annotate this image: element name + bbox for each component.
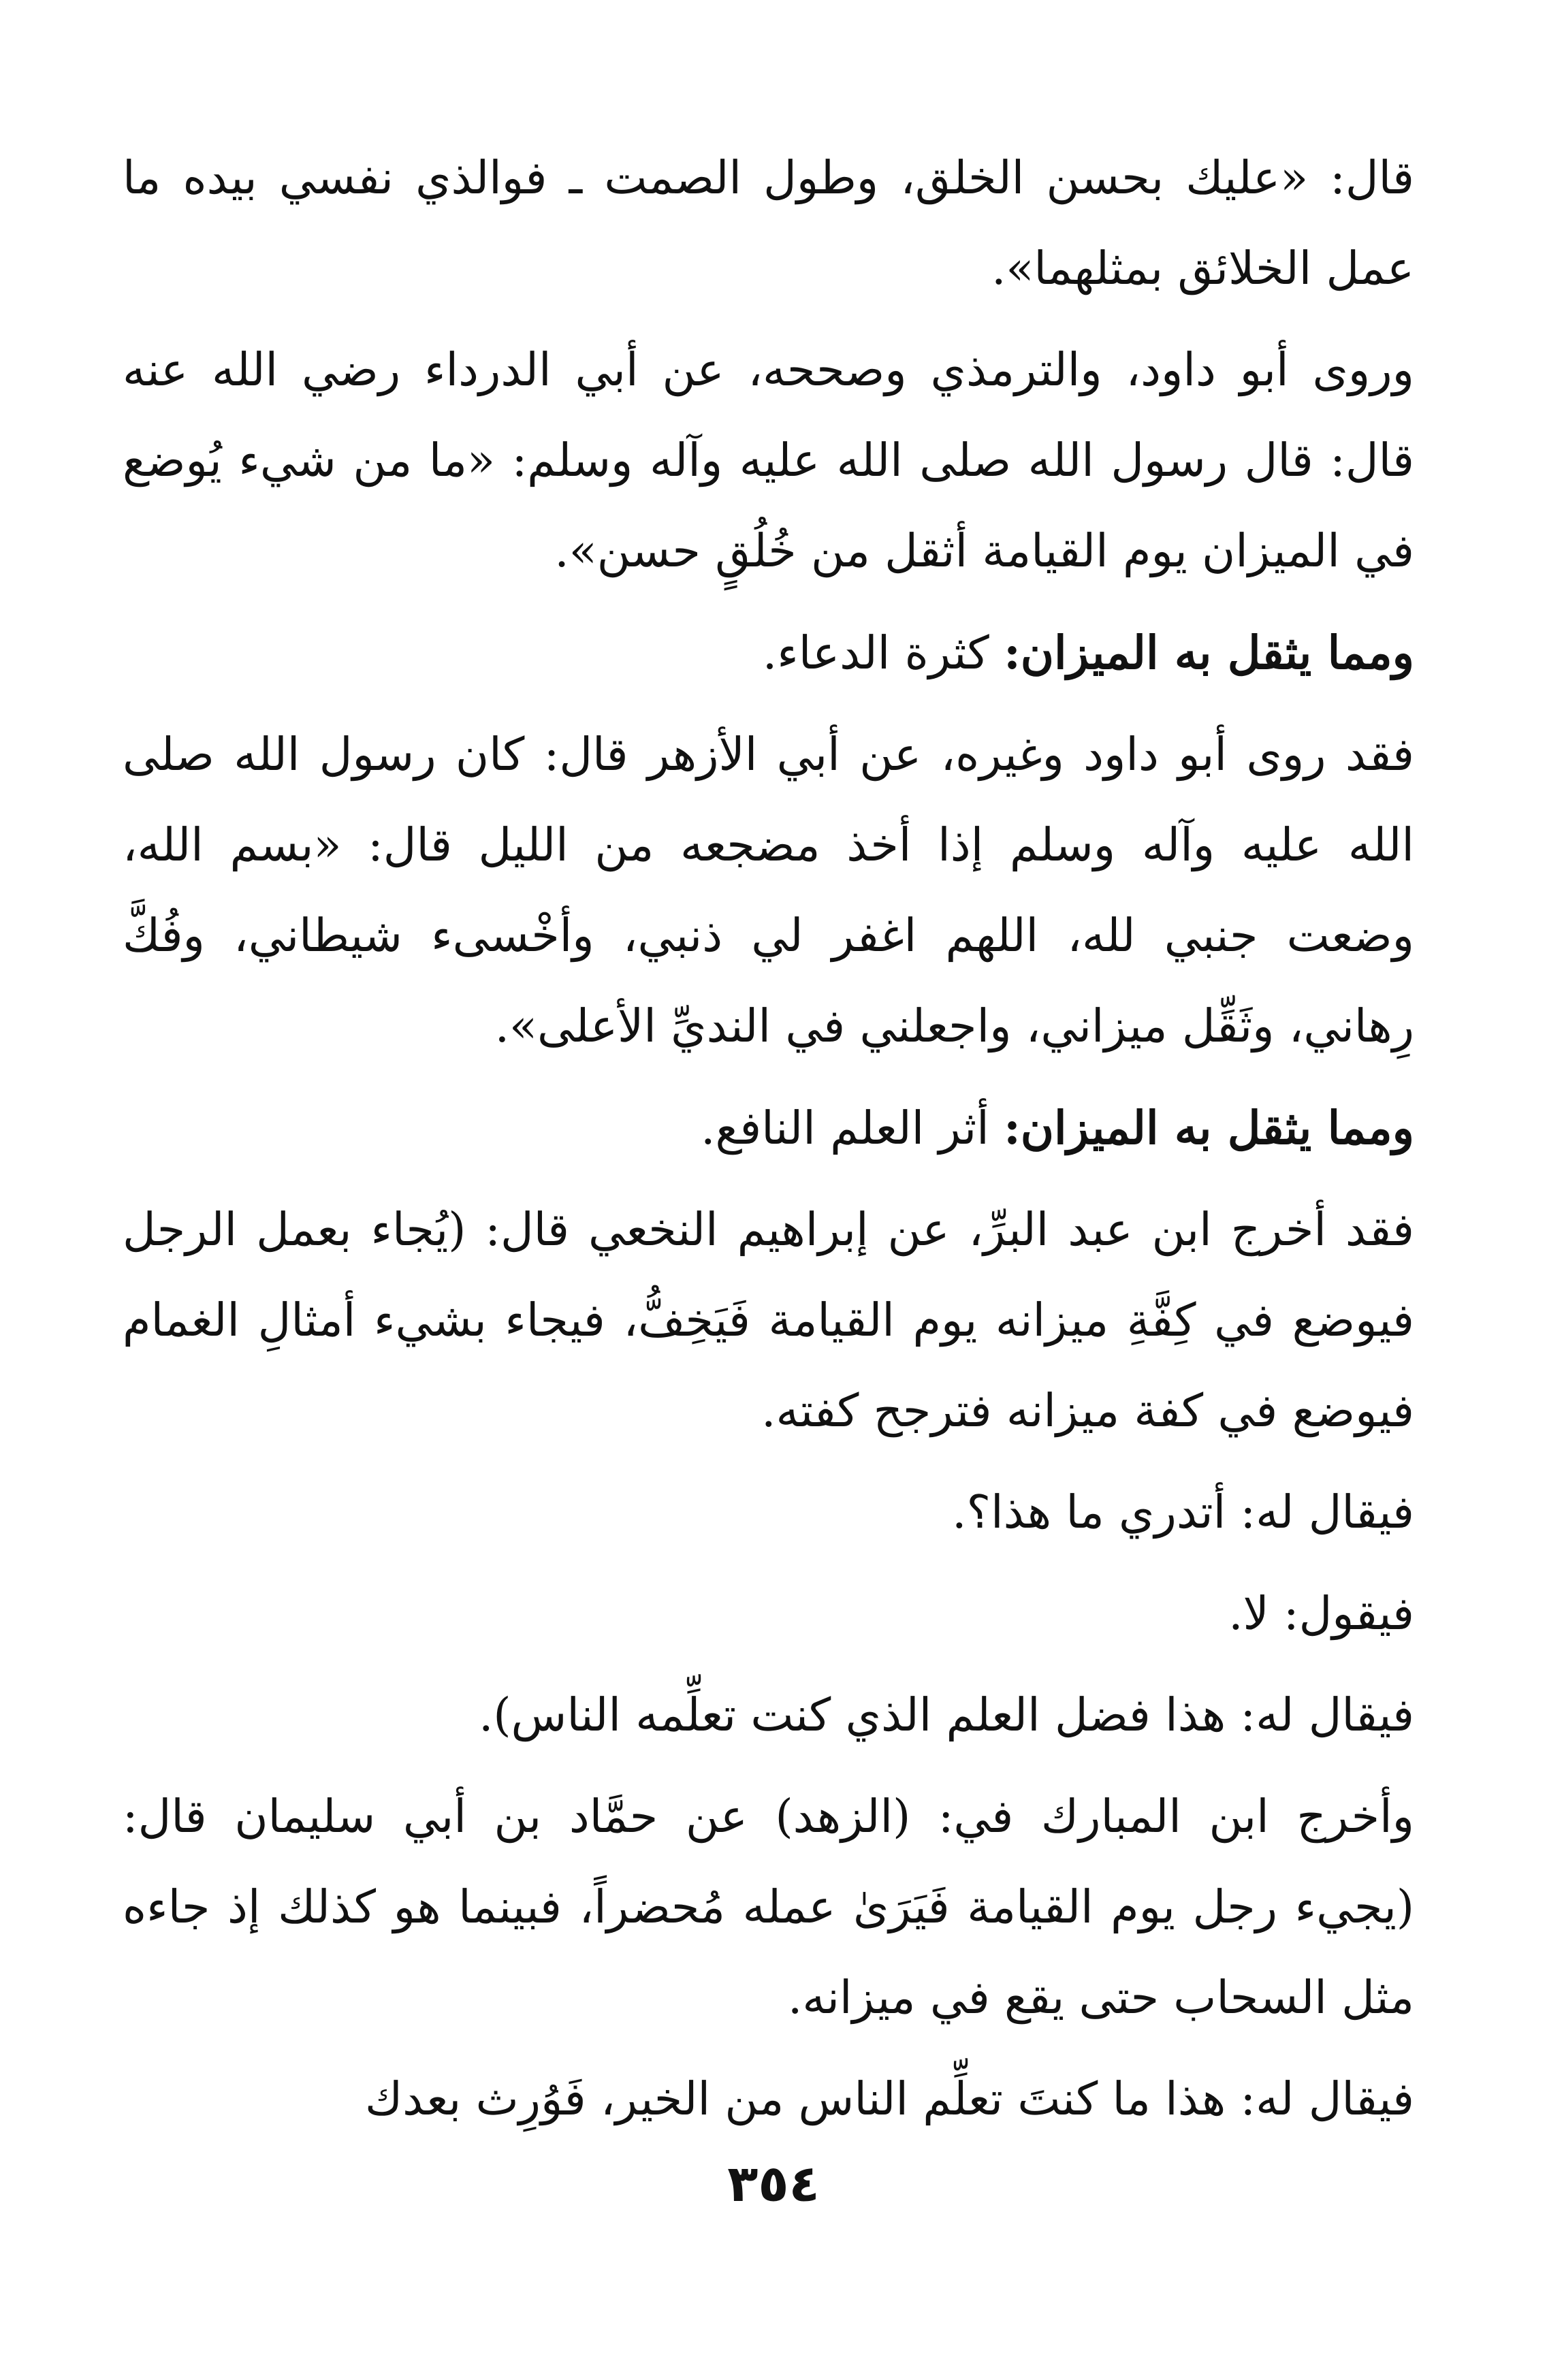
paragraph-6-text: فقد أخرج ابن عبد البرِّ، عن إبراهيم النخعي قال: (يُجاء بعمل الرجل فيوضع في كِفَّةِ ميزانه يوم القيامة فَيَخِفُّ، فيجاء بشيء أمثالِ الغمام فيوضع في كفة ميزانه فترجح كفته. <box>123 1203 1414 1437</box>
paragraph-5-heading <box>123 1082 1414 1174</box>
paragraph-2 <box>123 325 1414 596</box>
paragraph-10-text: وأخرج ابن المبارك في: (الزهد) عن حمَّاد بن أبي سليمان قال: (يجيء رجل يوم القيامة فَيَرَىٰ عمله مُحضراً، فبينما هو كذلك إذ جاءه مثل السحاب حتى يقع في ميزانه. <box>123 1790 1414 2024</box>
paragraph-4-text: فقد روى أبو داود وغيره، عن أبي الأزهر قال: كان رسول الله صلى الله عليه وآله وسلم إذا أخذ مضجعه من الليل قال: «بسم الله، وضعت جنبي لله، اللهم اغفر لي ذنبي، وأخْسىء شيطاني، وفُكَّ رِهاني، وثَقِّل ميزاني، واجعلني في النديِّ الأعلى». <box>123 728 1414 1052</box>
paragraph-7-text: فيقال له: أتدري ما هذا؟. <box>952 1485 1414 1539</box>
paragraph-8-text: فيقول: لا. <box>1228 1587 1414 1640</box>
paragraph-2-text: وروى أبو داود، والترمذي وصححه، عن أبي الدرداء رضي الله عنه قال: قال رسول الله صلى الله عليه وآله وسلم: «ما من شيء يُوضع في الميزان يوم القيامة أثقل من خُلُقٍ حسن». <box>123 343 1414 577</box>
paragraph-11 <box>123 2054 1414 2144</box>
paragraph-1 <box>123 133 1414 314</box>
paragraph-8 <box>123 1569 1414 1659</box>
paragraph-6 <box>123 1185 1414 1456</box>
paragraph-11-text: فيقال له: هذا ما كنتَ تعلِّم الناس من الخير، فَوُرِث بعدك <box>364 2072 1414 2125</box>
paragraph-10 <box>123 1771 1414 2043</box>
paragraph-3-heading <box>123 607 1414 698</box>
paragraph-3-bold-lead: ومما يثقل به الميزان: <box>1004 626 1414 679</box>
paragraph-9-text: فيقال له: هذا فضل العلم الذي كنت تعلِّمه الناس). <box>479 1688 1414 1741</box>
paragraph-1-text: قال: «عليك بحسن الخلق، وطول الصمت ـ فوالذي نفسي بيده ما عمل الخلائق بمثلهما». <box>123 151 1414 295</box>
paragraph-7 <box>123 1467 1414 1558</box>
paragraph-4 <box>123 709 1414 1072</box>
paragraph-3-text: كثرة الدعاء. <box>762 626 1004 679</box>
paragraph-5-bold-lead: ومما يثقل به الميزان: <box>1004 1101 1414 1155</box>
paragraph-5-text: أثر العلم النافع. <box>701 1101 1004 1155</box>
page-body-text <box>123 133 1414 2144</box>
paragraph-9 <box>123 1670 1414 1760</box>
page-number: ٣٥٤ <box>727 2155 820 2213</box>
